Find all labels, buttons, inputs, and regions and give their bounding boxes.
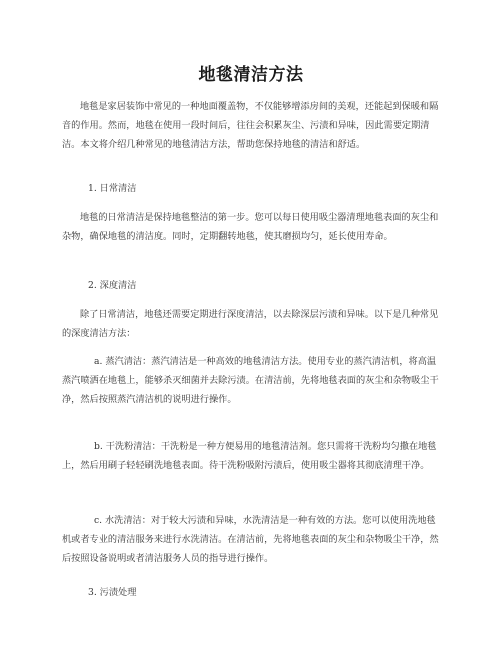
list-item-steam: a. 蒸汽清洁：蒸汽清洁是一种高效的地毯清洁方法。使用专业的蒸汽清洁机，将高温蒸汽喷洒在地毯上，能够杀灭细菌并去除污渍。在清洁前，先将地毯表面的灰尘和杂物吸尘干净，然后按照蒸汽清洁机的说明进行操作。 [62, 356, 439, 405]
section-heading-deep: 2. 深度清洁 [88, 280, 137, 291]
section-text-daily: 地毯的日常清洁是保持地毯整洁的第一步。您可以每日使用吸尘器清理地毯表面的灰尘和杂物，确保地毯的清洁度。同时，定期翻转地毯，使其磨损均匀，延长使用寿命。 [62, 212, 439, 242]
document-title: 地毯清洁方法 [198, 65, 304, 85]
list-item-water-wash: c. 水洗清洁：对于较大污渍和异味，水洗清洁是一种有效的方法。您可以使用洗地毯机或者专业的清洁服务来进行水洗清洁。在清洁前，先将地毯表面的灰尘和杂物吸尘干净，然后按照设备说明或者清洁服务人员的指导进行操作。 [62, 515, 439, 564]
section-heading-stain: 3. 污渍处理 [88, 587, 137, 598]
list-item-dry-powder: b. 干洗粉清洁：干洗粉是一种方便易用的地毯清洁剂。您只需将干洗粉均匀撒在地毯上，然后用刷子轻轻刷洗地毯表面。待干洗粉吸附污渍后，使用吸尘器将其彻底清理干净。 [62, 441, 437, 471]
section-heading-daily: 1. 日常清洁 [88, 183, 137, 194]
intro-paragraph: 地毯是家居装饰中常见的一种地面覆盖物，不仅能够增添房间的美观，还能起到保暖和隔音的作用。然而，地毯在使用一段时间后，往往会积累灰尘、污渍和异味，因此需要定期清洁。本文将介绍几种常见的地毯清洁方法，帮助您保持地毯的清洁和舒适。 [62, 101, 439, 150]
section-text-deep: 除了日常清洁，地毯还需要定期进行深度清洁，以去除深层污渍和异味。以下是几种常见的深度清洁方法： [62, 309, 439, 339]
